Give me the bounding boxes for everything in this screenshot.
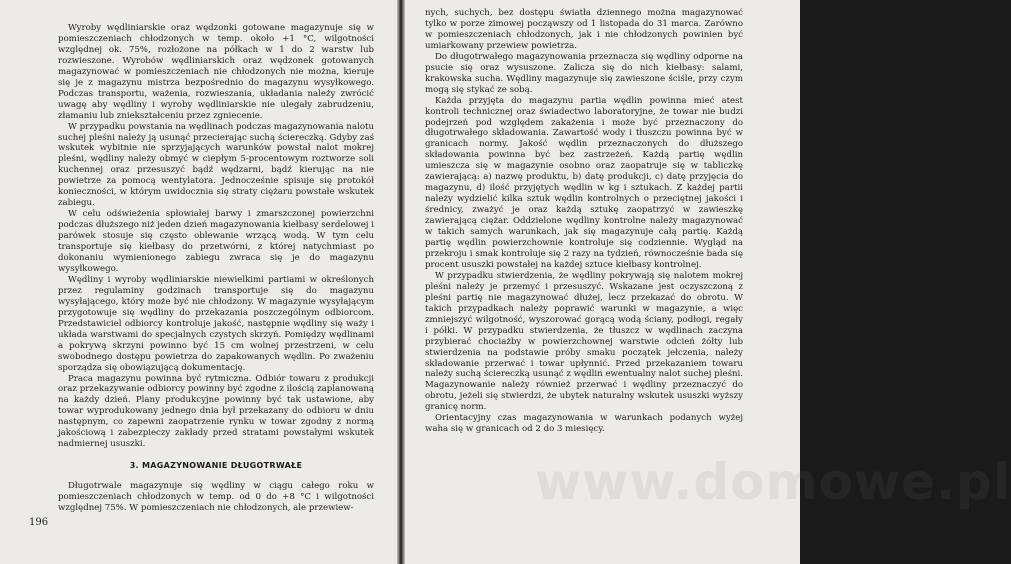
paragraph: Praca magazynu powinna być rytmiczna. Odbiór towaru z produkcji oraz przekazywanie odbiorcy powinny być zgodne z ilością zaplanowaną na każdy dzień. Plany produkcyjne powinny być tak ustawione, aby towar wyprodukowany jednego dnia był przekazany do odbioru w dniu następnym, co zapewni zaopatrzenie rynku w towar zgodny z normą jakościową i zabezpieczy zakłady przed stratami powstałymi wskutek nadmiernej ususzki. (58, 373, 374, 450)
right-text-column (425, 8, 743, 435)
paragraph: W przypadku powstania na wędlinach podczas magazynowania nalotu suchej pleśni należy ją usunąć przecierając suchą ściereczką. Gdyby zaś wskutek wybitnie nie sprzyjających warunków powstał nalot mokrej pleśni, wędliny należy obmyć w ciepłym 5-procentowym roztworze soli kuchennej oraz przesuszyć bądź wędzarni, bądź kierując na nie powietrze za pomocą wentylatora. Jednocześnie spisuje się protokół konieczności, w którym uwidocznia się straty ciężaru powstałe wskutek zabiegu. (58, 121, 374, 209)
paragraph: Długotrwale magazynuje się wędliny w ciągu całego roku w pomieszczeniach chłodzonych w temp. od 0 do +8 °C i wilgotności względnej 75%. W pomieszczeniach nie chłodzonych, ale przewiew- (58, 481, 374, 514)
paragraph: W celu odświeżenia spłowiałej barwy i zmarszczonej powierzchni podczas dłuższego niż jeden dzień magazynowania kiełbasy serdelowej i parówek stosuje się często oblewanie wrzącą wodą. W tym celu transportuje się kiełbasy do przetwórni, z której natychmiast po dokonaniu wymienionego zabiegu zwraca się je do magazynu wysyłkowego. (58, 209, 374, 274)
paragraph: Do długotrwałego magazynowania przeznacza się wędliny odporne na psucie się oraz wysuszone. Zalicza się do nich kiełbasy: salami, krakowska sucha. Wędliny magazynuje się zawieszone ściśle, przy czym mogą się stykać ze sobą. (425, 51, 743, 95)
paragraph: Każda przyjęta do magazynu partia wędlin powinna mieć atest kontroli technicznej oraz świadectwo laboratoryjne, że towar nie budzi podejrzeń pod względem zakażenia i może być przeznaczony do długotrwałego składowania. Zawartość wody i tłuszczu powinna być w granicach normy. Jakość wędlin przeznaczonych do dłuższego składowania powinna być bez zastrzeżeń. Każdą partię wędlin umieszcza się w magazynie osobno oraz zaopatruje się w tabliczkę zawierającą: a) nazwę produktu, b) datę produkcji, c) datę przyjęcia do magazynu, d) ilość przyjętych wędlin w kg i sztukach. Z każdej partii należy wydzielić kilka sztuk wędlin kontrolnych o przeciętnej jakości i średnicy, zważyć je oraz każdą sztukę zaopatrzyć w zawieszkę zawierającą ciężar. Oddzielone wędliny kontrolne należy magazynować w takich samych warunkach, jak się magazynuje całą partię. Każdą partię wędlin powierzchownie kontroluje się codziennie. Wygląd na przekroju i smak kontroluje się 2 razy na tydzień, równocześnie bada się procent ususzki powstałej na każdej sztuce kiełbasy kontrolnej. (425, 95, 743, 270)
paragraph: Orientacyjny czas magazynowania w warunkach podanych wyżej waha się w granicach od 2 do 3 miesięcy. (425, 413, 743, 435)
right-page (405, 0, 1011, 564)
paragraph: W przypadku stwierdzenia, że wędliny pokrywają się nalotem mokrej pleśni należy je przemyć i przesuszyć. Wskazane jest oczyszczoną z pleśni partię nie magazynować dłużej, lecz przekazać do obrotu. W takich przypadkach należy poprawić warunki w magazynie, a więc zmniejszyć wilgotność, wyszorować gorącą wodą ściany, podłogi, regały i półki. W przypadku stwierdzenia, że tłuszcz w wędlinach zaczyna przybierać chociażby w powierzchownej warstwie odcień żółty lub stwierdzenia na podstawie próby smaku początek jełczenia, należy składowanie przerwać i towar upłynnić. Przed przekazaniem towaru należy suchą ściereczką usunąć z wędlin ewentualny nalot suchej pleśni. Magazynowanie należy również przerwać i wędliny przeznaczyć do obrotu, jeżeli się stwierdzi, że ubytek naturalny wskutek ususzki wyższy granicę norm. (425, 270, 743, 413)
left-page (0, 0, 397, 564)
book-gutter (397, 0, 405, 564)
page-number: 196 (29, 517, 49, 528)
section-heading: 3. MAGAZYNOWANIE DŁUGOTRWAŁE (129, 461, 303, 471)
left-text-column (58, 23, 374, 514)
watermark: www.domowe.pl (535, 453, 1011, 511)
paragraph: nych, suchych, bez dostępu światła dziennego można magazynować tylko w porze zimowej począwszy od 1 listopada do 31 marca. Zarówno w pomieszczeniach chłodzonych, jak i nie chłodzonych powinien być umiarkowany przewiew powietrza. (425, 8, 743, 51)
paragraph: Wyroby wędliniarskie oraz wędzonki gotowane magazynuje się w pomieszczeniach chłodzonych w temp. około +1 °C, wilgotności względnej ok. 75%, rozłożone na półkach w 1 do 2 warstw lub rozwieszone. Wyrobów wędliniarskich oraz wędzonek gotowanych magazynować w pomieszczeniach nie chłodzonych nie można, kieruje się je z magazynu mistrza bezpośrednio do magazynu wysyłkowego. Podczas transportu, ważenia, rozwieszania, układania należy zwrócić uwagę aby wędliny i wyroby wędliniarskie nie ulegały zabrudzeniu, złamaniu lub zniekształceniu przez zgniecenie. (58, 23, 374, 121)
paragraph: Wędliny i wyroby wędliniarskie niewielkimi partiami w określonych przez regulaminy godzinach transportuje się do magazynu wysyłającego, który może być nie chłodzony. W magazynie wysyłającym przygotowuje się wędliny do przekazania poszczególnym odbiorcom. Przedstawiciel odbiorcy kontroluje jakość, następnie wędliny się waży i układa warstwami do specjalnych czystych skrzyń. Pomiędzy wędlinami a pokrywą skrzyni powinno być 15 cm wolnej przestrzeni, w celu swobodnego dostępu powietrza do zapakowanych wędlin. Po zważeniu sporządza się obowiązującą dokumentację. (58, 274, 374, 373)
